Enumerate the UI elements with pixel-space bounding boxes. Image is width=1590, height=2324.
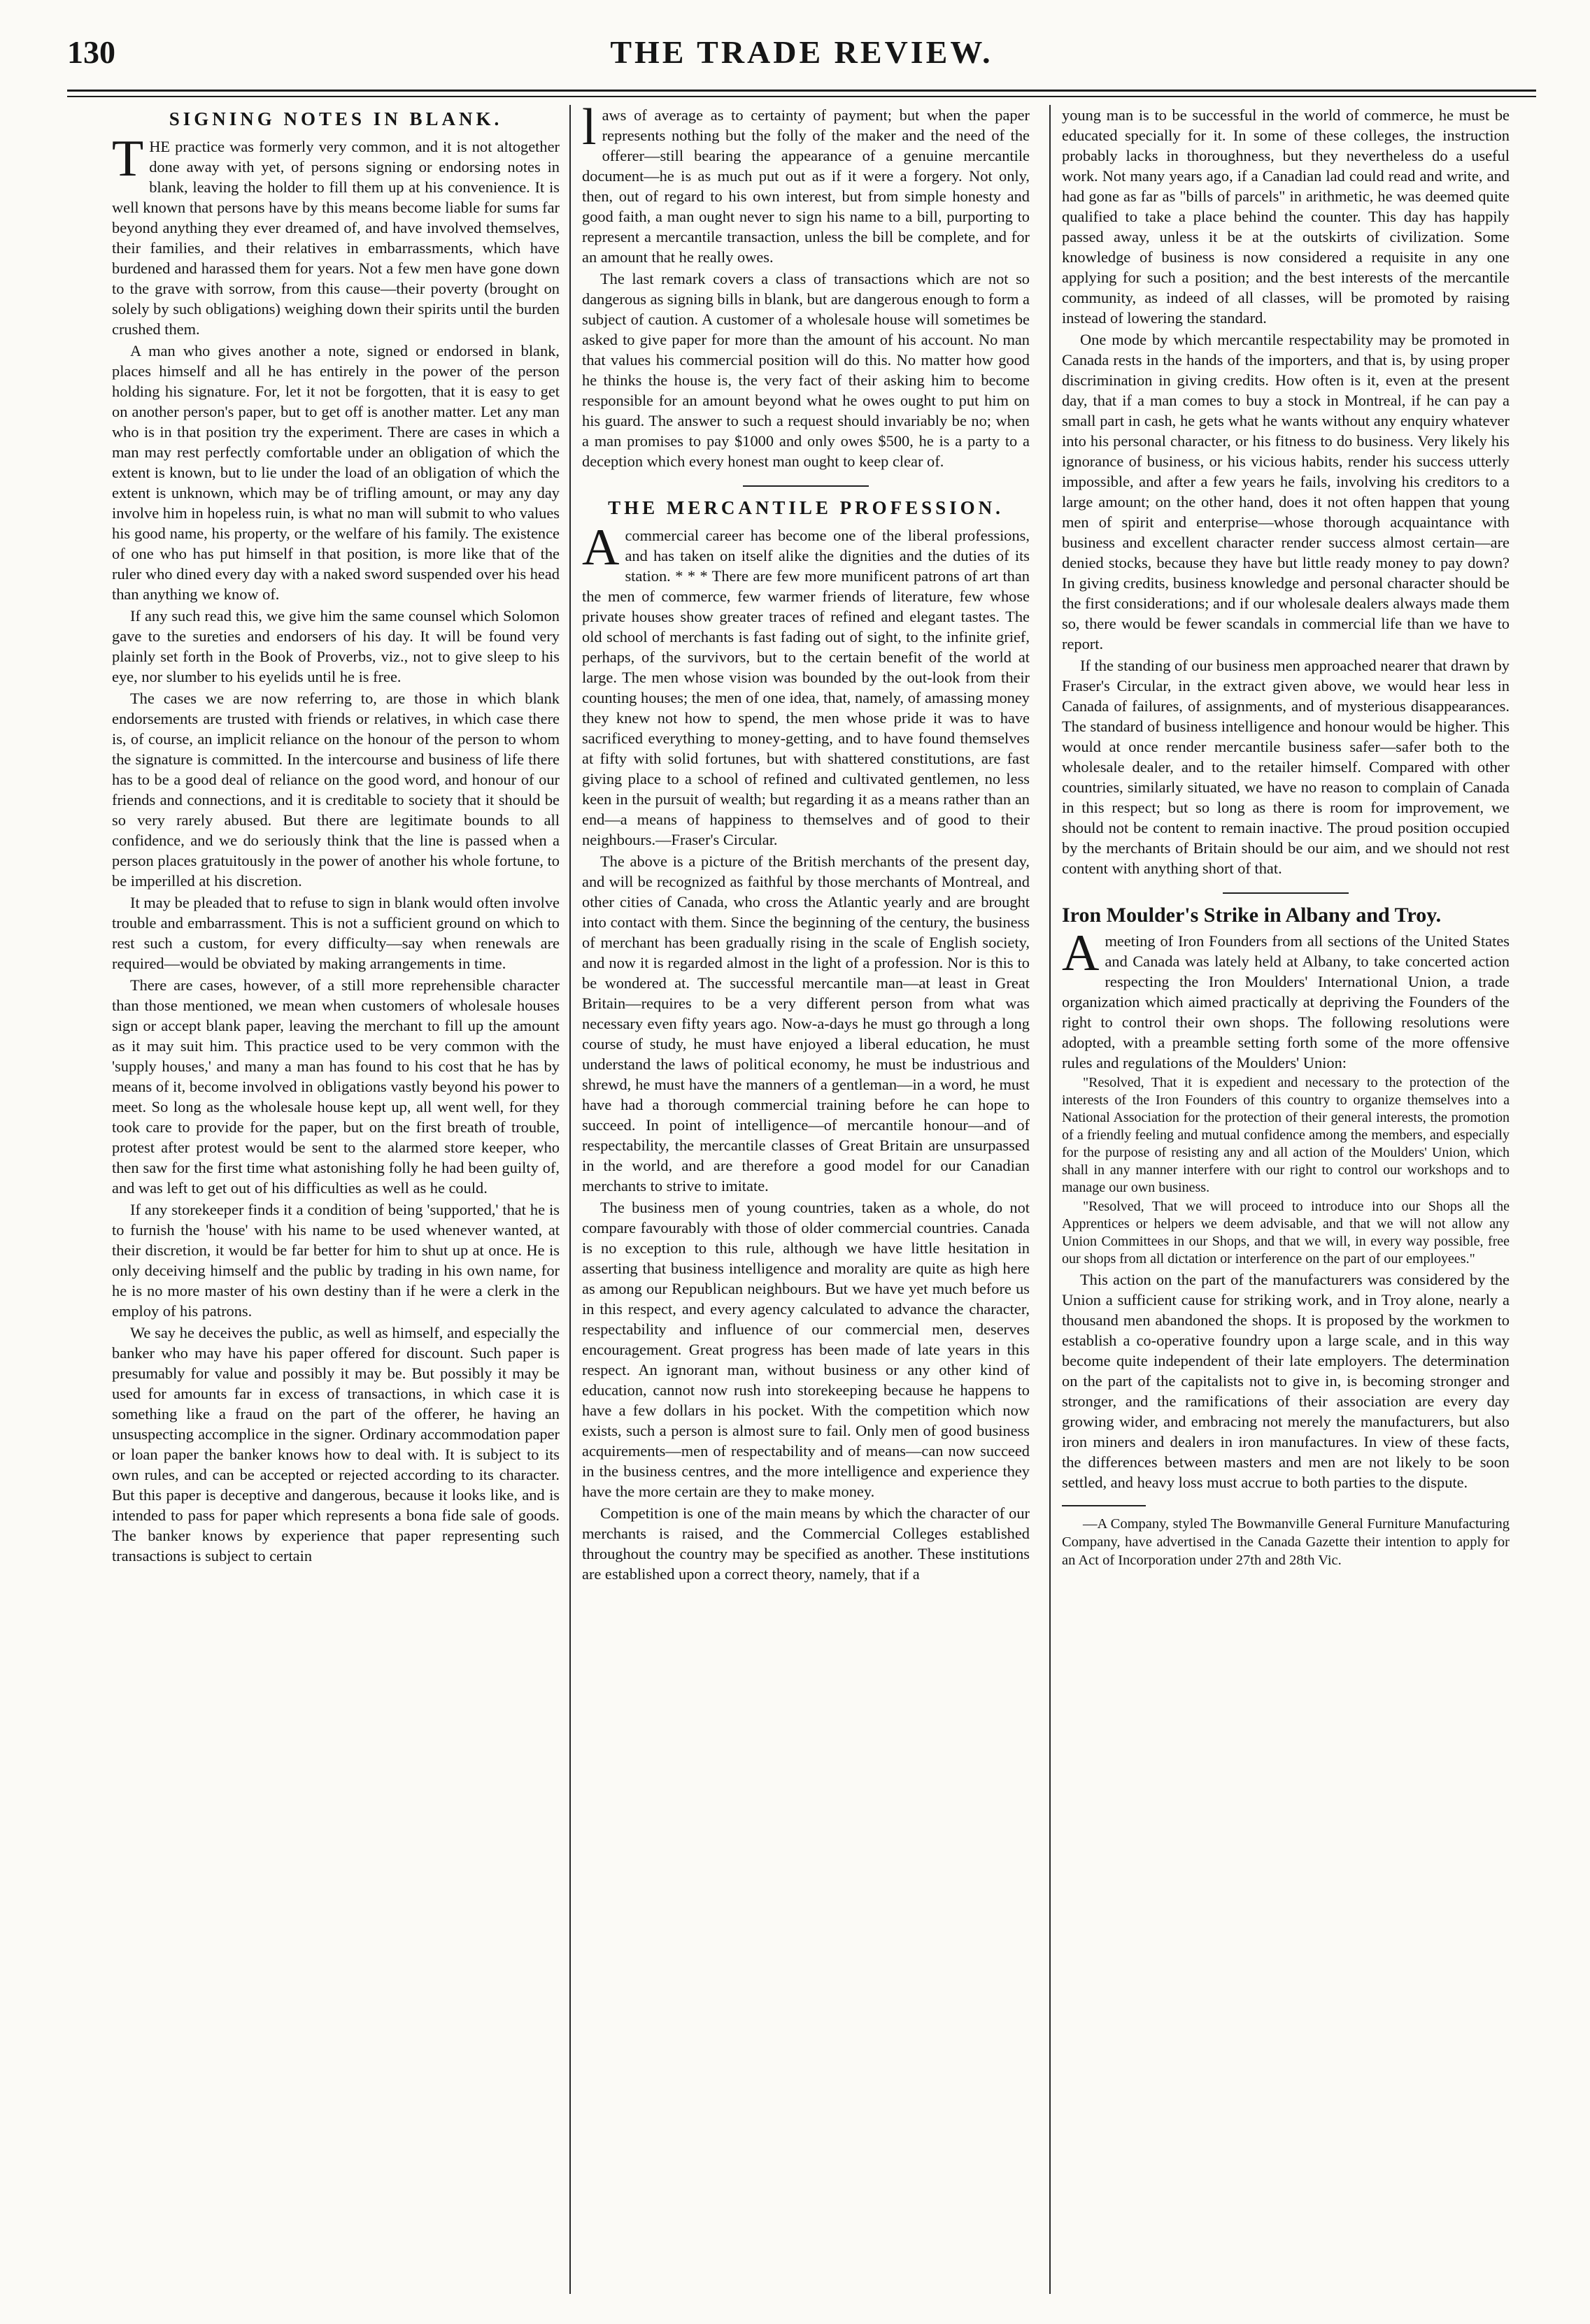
resolution-text: "Resolved, That we will proceed to introduce into our Shops all the Apprentices or helpers we deem advisable, and that we will not allow any Union Committees in our Shops, and that we will, in every way possible, free our shops from all dictation or interference on the part of our employees." <box>1062 1199 1510 1267</box>
masthead-title: THE TRADE REVIEW. <box>610 34 993 70</box>
paragraph: It may be pleaded that to refuse to sign in blank would often involve trouble and embarrassment. This is not a sufficient ground on which to rest such a custom, for every difficulty—say when renewals are required—would be obviated by making arrangements in time. <box>112 894 560 972</box>
column-right <box>1062 105 1510 2294</box>
page-header <box>67 34 1536 83</box>
paragraph: Ameeting of Iron Founders from all sections of the United States and Canada was lately held at Albany, to take concerted action respecting the Iron Moulders' International Union, a trade organization which aimed practically at depriving the Founders of the right to control their own shops. The following resolutions were adopted, with a preamble setting forth some of the more offensive rules and regulations of the Moulders' Union: <box>1062 925 1510 1071</box>
resolution-text: "Resolved, That it is expedient and necessary to the protection of the interests of the Iron Founders of this country to organize themselves into a National Association for the protection of their general interests, the promotion of a friendly feeling and mutual confidence among the members, and especially for the purpose of resisting any and all action of the Moulders' Union, which shall in any manner interfere with our right to control our workshops and to manage our own business. <box>1062 1075 1510 1195</box>
note-separator <box>1062 1505 1146 1506</box>
article-heading-iron-moulders-strike: Iron Moulder's Strike in Albany and Troy. <box>1062 904 1442 927</box>
paragraph: There are cases, however, of a still more reprehensible character than those mentioned, we mean when customers of wholesale houses sign or accept blank paper, leaving the merchant to fill up the amount as it may suit him. This practice used to be very common with the 'supply houses,' and many a man has found to his cost that he has by means of it, become involved in obligations vastly beyond his power to meet. So long as the wholesale house kept up, all went well, for they took care to provide for the paper, but on the first breath of trouble, protest after protest would be sent to the alarmed store keeper, who then saw for the first time what astonishing folly he had been guilty of, and was left to get out of his difficulties as well as he could. <box>112 976 560 1197</box>
paragraph: The business men of young countries, taken as a whole, do not compare favourably with those of older commercial countries. Canada is no exception to this rule, although we have little hesitation in asserting that business intelligence and morality are quite as high here as among our Republican neighbours. But we have yet much before us in this respect, and every agency calculated to advance the character, respectability and influence of our commercial men, deserves encouragement. Great progress has been made of late years in this respect. An ignorant man, without business or any other kind of education, cannot now rush into storekeeping because he happens to have a few dollars in his pocket. With the competition which now exists, such a person is almost sure to fail. Only men of good business acquirements—men of respectability and of means—can now succeed in the business centres, and the more intelligence and experience they have the more certain are they to make money. <box>582 1199 1030 1500</box>
paragraph: If any storekeeper finds it a condition of being 'supported,' that he is to furnish the 'house' with his name to be used whenever wanted, at their discretion, it would be far better for him to shut up at once. He is only deceiving himself and the public by trading in his own name, for he is no more master of his own destiny than if he were a clerk in the employ of his patrons. <box>112 1201 560 1320</box>
paragraph: If any such read this, we give him the same counsel which Solomon gave to the sureties and endorsers of his day. It will be found very plainly set forth in the Book of Proverbs, viz., not to give sleep to his eye, nor slumber to his eyelids until he is free. <box>112 607 560 685</box>
paragraph: A man who gives another a note, signed or endorsed in blank, places himself and all he has entirely in the power of the person holding his signature. For, let it not be forgotten, that it is easy to get on another person's paper, but to get off is another matter. Let any man who is in that position try the experiment. There are cases in which a man may rest perfectly comfortable under an obligation of which the extent is known, but to lie under the load of an obligation of which the extent is unknown, which may be of trifling amount, or may any day involve him in hopeless ruin, is what no man will submit to who values his good name, his property, or the welfare of his family. The existence of one who has put himself in that position, is more like that of the ruler who dined every day with a naked sword suspended over his head than anything we know of. <box>112 342 560 603</box>
company-notice: —A Company, styled The Bowmanville General Furniture Manufacturing Company, have advertised in the Canada Gazette their intention to apply for an Act of Incorporation under 27th and 28th Vic. <box>1062 1516 1510 1568</box>
header-rule-thin <box>67 96 1536 97</box>
column-divider <box>569 105 571 2294</box>
column-left <box>112 105 560 2294</box>
paragraph: young man is to be successful in the world of commerce, he must be educated specially for it. In some of these colleges, the instruction probably lacks in thoroughness, but they nevertheless do a useful work. Not many years ago, if a Canadian lad could read and write, and had gone as far as "bills of parcels" in arithmetic, he was deemed quite qualified to take a place behind the counter. This day has happily passed away, unless it be at the outskirts of civilization. Some knowledge of business is now considered a requisite in any one applying for such a position; and the best interests of the mercantile community, as indeed of all classes, will be promoted by raising instead of lowering the standard. <box>1062 106 1510 327</box>
paragraph: THE practice was formerly very common, and it is not altogether done away with yet, of persons signing or endorsing notes in blank, leaving the holder to fill them up at his convenience. It is well known that persons have by this means become liable for sums far beyond anything they ever dreamed of, and have involved themselves, their families, and their relatives in embarrassments, which have burdened and harassed them for years. Not a few men have gone down to the grave with sorrow, from this cause—their poverty (brought on solely by such obligations) weighing down their spirits until the burden crushed them. <box>112 130 560 338</box>
page-number: 130 <box>67 34 115 70</box>
paragraph: This action on the part of the manufacturers was considered by the Union a sufficient cause for striking work, and in Troy alone, nearly a thousand men abandoned the shops. It is proposed by the workmen to establish a co-operative foundry upon a large scale, and in this way become quite independent of their late employers. The determination on the part of the capitalists not to give in, is becoming stronger and stronger, and the ramifications of their association are every day growing wider, and embracing not merely the manufacturers, but also iron miners and dealers in iron manufactures. In view of these facts, the differences between masters and men are not likely to be soon settled, and heavy loss must accrue to both parties to the dispute. <box>1062 1271 1510 1491</box>
paragraph: If the standing of our business men approached nearer that drawn by Fraser's Circular, in the extract given above, we would hear less in Canada of failures, of assignments, and of mysterious disappearances. The standard of business intelligence and honour would be higher. This would at once render mercantile business safer—safer both to the wholesale dealer, and to the retailer himself. Compared with other countries, similarly situated, we have no reason to complain of Canada in this respect; but so long as there is room for improvement, we should not be content to remain inactive. The proud position occupied by the merchants of Britain should be our aim, and we should not rest content with anything short of that. <box>1062 657 1510 877</box>
section-separator <box>1223 892 1349 894</box>
paragraph: The last remark covers a class of transactions which are not so dangerous as signing bills in blank, but are dangerous enough to form a subject of caution. A customer of a wholesale house will sometimes be asked to give paper for more than the amount of his account. No man that values his commercial position will do this. No matter how good he thinks the house is, the very fact of their asking him to become responsible for an amount beyond what he owes ought to put him on his guard. The answer to such a request should invariably be no; when a man promises to pay $1000 and only owes $500, he is a party to a deception which every honest man ought to keep clear of. <box>582 270 1030 470</box>
section-separator <box>743 485 869 487</box>
paragraph: laws of average as to certainty of payment; but when the paper represents nothing but the folly of the maker and the need of the offerer—still bearing the appearance of a genuine mercantile document—he is as much put out as if it were a forgery. Not only, then, out of regard to his own interest, but from simple honesty and good faith, a man ought never to sign his name to a bill, purporting to represent a mercantile transaction, unless the bill be complete, and for an amount that he really owes. <box>582 105 1030 266</box>
column-divider <box>1049 105 1051 2294</box>
paragraph: Competition is one of the main means by which the character of our merchants is raised, and the Commercial Colleges established throughout the country may be specified as another. These institutions are established upon a correct theory, namely, that if a <box>582 1504 1030 1583</box>
column-middle <box>582 105 1030 2294</box>
article-heading-signing-notes: SIGNING NOTES IN BLANK. <box>169 108 503 129</box>
paragraph: The above is a picture of the British merchants of the present day, and will be recognized as faithful by those merchants of Montreal, and other cities of Canada, who cross the Atlantic yearly and are brought into contact with them. Since the beginning of the century, the business of merchant has been gradually rising in the scale of English society, and now it is regarded almost in the light of a profession. Nor is this to be wondered at. The successful mercantile man—at least in Great Britain—requires to be a very different person from what was necessary even fifty years ago. Now-a-days he must go through a long course of study, he must have enjoyed a liberal education, he must understand the laws of political economy, he must be industrious and shrewd, he must have the manners of a gentleman—in a word, he must have had a thorough commercial training before he can hope to succeed. In point of intelligence—of mercantile honour—and of respectability, the mercantile classes of Great Britain are unsurpassed in the world, and are therefore a good model for our Canadian merchants to strive to imitate. <box>582 853 1030 1195</box>
paragraph: The cases we are now referring to, are those in which blank endorsements are trusted with friends or relatives, in which case there is, of course, an implicit reliance on the honour of the person to whom the signature is committed. In the intercourse and business of life there has to be a good deal of reliance on the good word, and honour of our friends and connections, and it is creditable to society that it should be so very rarely abused. But there are legitimate bounds to all confidence, and we do seriously think that the line is passed when a person places gratuitously in the power of another his whole fortune, to be imperilled at his discretion. <box>112 690 560 890</box>
paragraph: We say he deceives the public, as well as himself, and especially the banker who may have his paper offered for discount. Such paper is presumably for value and possibly it may be. But possibly it may be used for amounts far in excess of transactions, in which case it is something like a fraud on the part of the offerer, he having an unsuspecting accomplice in the signer. Ordinary accommodation paper or loan paper the banker knows how to deal with. It is subject to its own rules, and can be accepted or rejected according to its character. But this paper is deceptive and dangerous, because it looks like, and is intended to pass for paper which represents a bona fide sale of goods. The banker knows by experience that paper representing such transactions is subject to certain <box>112 1324 560 1564</box>
paragraph: One mode by which mercantile respectability may be promoted in Canada rests in the hands of the importers, and that is, by using proper discrimination in giving credits. How often is it, even at the present day, that if a man comes to buy a stock in Montreal, if he can pay a small part in cash, he gets what he wants without any enquiry whatever into his personal character, or his fitness to do business. Very likely his ignorance of business, or his vicious habits, render his success utterly impossible, and after a few years he fails, involving his creditors to a large amount; on the other hand, does it not often happen that young men of spirit and enterprise—whose thorough acquaintance with business and excellent character render success almost certain—are denied stocks, because they have but little ready money to pay down? In giving credits, business knowledge and personal character should be the first considerations; and if our wholesale dealers always made them so, there would be fewer scandals in commercial life than we have to report. <box>1062 331 1510 653</box>
paragraph: Acommercial career has become one of the liberal professions, and has taken on itself alike the dignities and the duties of its station. * * * There are few more munificent patrons of art than the men of commerce, few warmer friends of literature, few whose private houses show greater traces of refined and elegant tastes. The old school of merchants is fast fading out of sight, to the infinite grief, perhaps, of the survivors, but to the certain benefit of the world at large. The men whose vision was bounded by the out-look from their counting houses; the men of one idea, that, namely, of amassing money they knew not how to spend, the men whose pride it was to have sacrificed everything to money-getting, and to have found themselves at fifty with solid fortunes, but with shattered constitutions, are fast giving place to a school of refined and cultivated gentlemen, no less keen in the pursuit of wealth; but regarding it as a means rather than an end—a means of happiness to themselves and of good to their neighbours.—Fraser's Circular. <box>582 519 1030 848</box>
header-rule-thick <box>67 90 1536 92</box>
article-heading-mercantile-profession: THE MERCANTILE PROFESSION. <box>608 497 1004 518</box>
